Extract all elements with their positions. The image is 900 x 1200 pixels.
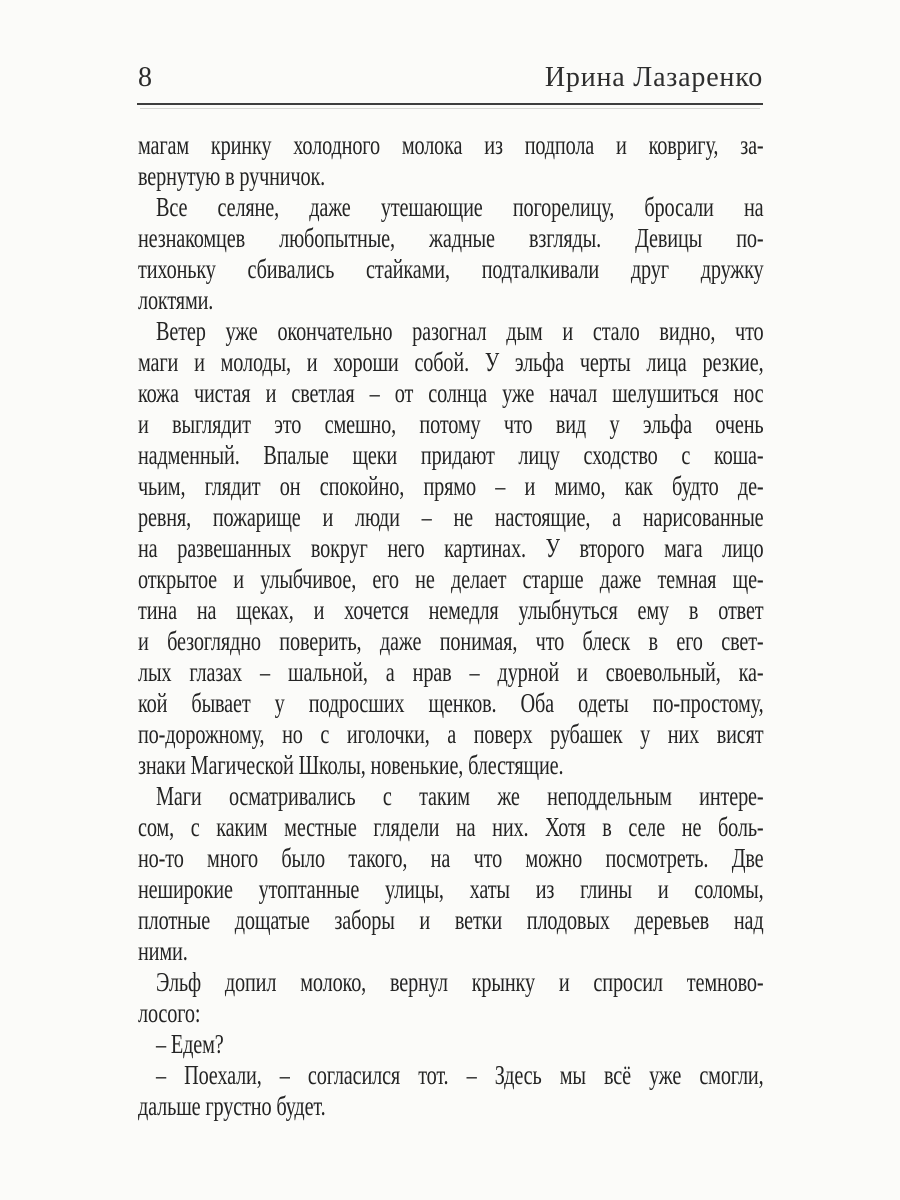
running-title: Ирина Лазаренко (544, 62, 763, 93)
paragraph (138, 130, 764, 192)
text-line: ними. (138, 936, 188, 966)
text-line: вернутую в ручничок. (138, 161, 326, 191)
text-line: и выглядит это смешно, потому что вид у эльфа очень (138, 409, 764, 439)
text-line: тина на щеках, и хочется немедля улыбнуться ему в ответ (138, 595, 764, 625)
text-line: знаки Магической Школы, новенькие, блестящие. (138, 750, 564, 780)
text-line: маги и молоды, и хороши собой. У эльфа черты лица резкие, (138, 347, 764, 377)
text-line: локтями. (138, 285, 214, 315)
header-rule-ghost (140, 108, 760, 109)
text-line: неширокие утоптанные улицы, хаты из глины и соломы, (138, 874, 764, 904)
page-header (138, 60, 763, 96)
text-line: Все селяне, даже утешающие погорелицу, бросали на (156, 192, 764, 222)
text-body (138, 130, 764, 1122)
text-line: надменный. Впалые щеки придают лицу сходство с коша- (138, 440, 764, 470)
paragraph (138, 967, 764, 1029)
text-line: незнакомцев любопытные, жадные взгляды. Девицы по- (138, 223, 764, 253)
text-line: но-то много было такого, на что можно посмотреть. Две (138, 843, 764, 873)
text-line: чьим, глядит он спокойно, прямо – и мимо, как будто де- (138, 471, 764, 501)
text-line: лых глазах – шальной, а нрав – дурной и своевольный, ка- (138, 657, 764, 687)
paragraph (138, 1029, 764, 1060)
text-line: кожа чистая и светлая – от солнца уже начал шелушиться нос (138, 378, 764, 408)
page-number: 8 (138, 62, 152, 93)
paragraph (138, 781, 764, 967)
text-line: Ветер уже окончательно разогнал дым и стало видно, что (156, 316, 764, 346)
text-line: кой бывает у подросших щенков. Оба одеты по-простому, (138, 688, 764, 718)
text-line: открытое и улыбчивое, его не делает старше даже темная ще- (138, 564, 764, 594)
text-line: по-дорожному, но с иголочки, а поверх рубашек у них висят (138, 719, 764, 749)
text-line: сом, с каким местные глядели на них. Хотя в селе не боль- (138, 812, 764, 842)
paragraph (138, 192, 764, 316)
text-line: лосого: (138, 998, 201, 1028)
header-rule (137, 103, 763, 105)
text-line: магам кринку холодного молока из подпола и ковригу, за- (138, 130, 764, 160)
paragraph (138, 1060, 764, 1122)
text-line: и безоглядно поверить, даже понимая, что блеск в его свет- (138, 626, 764, 656)
text-line: дальше грустно будет. (138, 1091, 326, 1121)
paragraph (138, 316, 764, 781)
text-line: тихоньку сбивались стайками, подталкивали друг дружку (138, 254, 764, 284)
text-line: Эльф допил молоко, вернул крынку и спросил темново- (156, 967, 764, 997)
text-line: на развешанных вокруг него картинах. У второго мага лицо (138, 533, 764, 563)
text-line: – Поехали, – согласился тот. – Здесь мы всё уже смогли, (156, 1060, 764, 1090)
text-line: ревня, пожарище и люди – не настоящие, а нарисованные (138, 502, 764, 532)
text-line: – Едем? (156, 1029, 224, 1059)
text-line: Маги осматривались с таким же неподдельным интере- (156, 781, 764, 811)
text-line: плотные дощатые заборы и ветки плодовых деревьев над (138, 905, 764, 935)
